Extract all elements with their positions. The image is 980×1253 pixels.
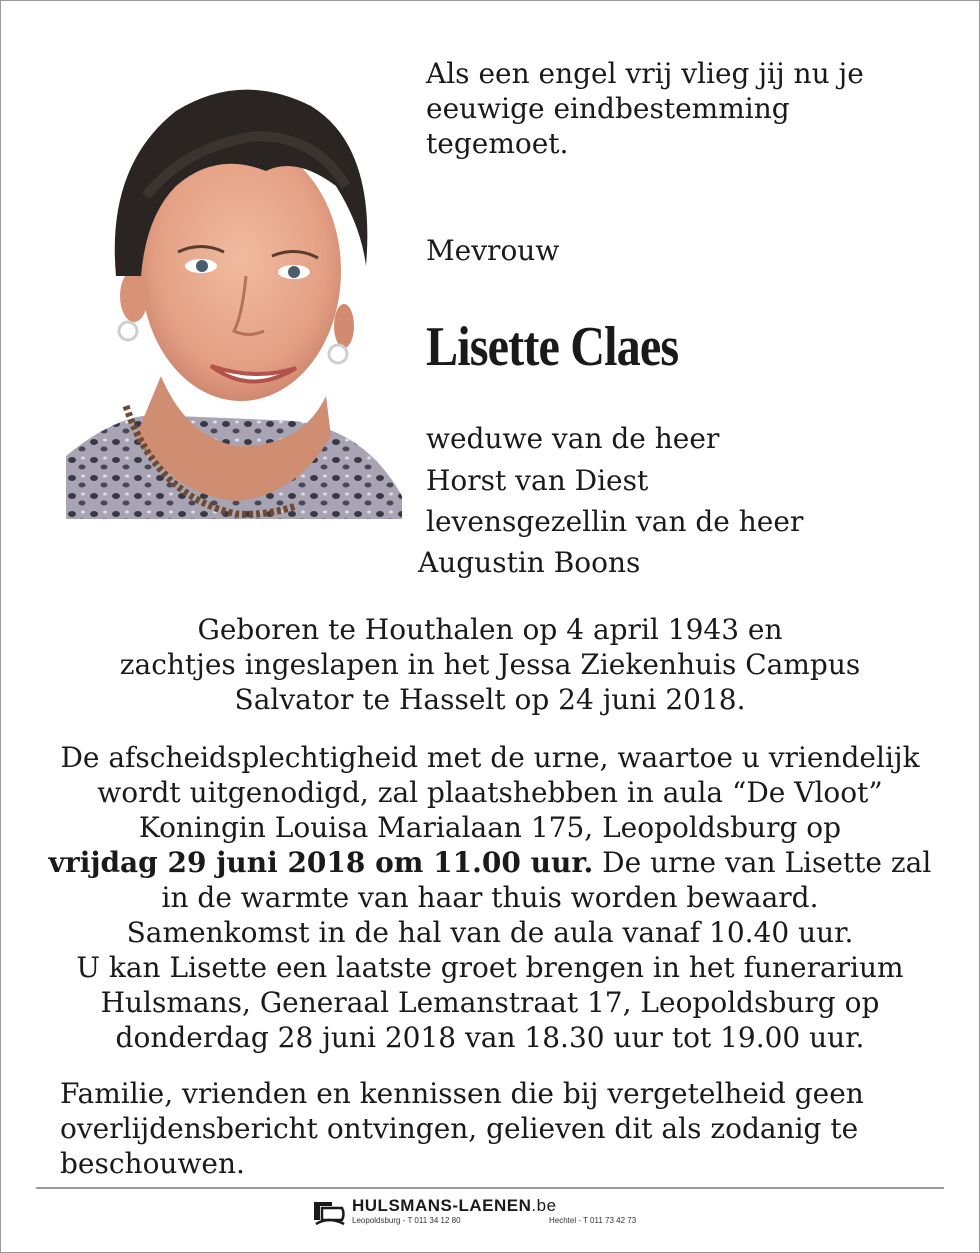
salutation: Mevrouw — [426, 234, 560, 267]
closing-line: Familie, vrienden en kennissen die bij vergetelheid geen — [60, 1077, 864, 1110]
ceremony-line: in de warmte van haar thuis worden bewaard. — [161, 881, 819, 914]
quote-line: tegemoet. — [426, 127, 569, 160]
birth-death-line: Geboren te Houthalen op 4 april 1943 en — [197, 613, 783, 646]
ceremony-paragraph — [40, 740, 940, 1055]
brand-name — [352, 1196, 557, 1216]
birth-death-line: zachtjes ingeslapen in het Jessa Ziekenhuis Campus — [119, 648, 861, 681]
funeral-home-logo — [312, 1196, 672, 1232]
relation-line: Horst van Diest — [426, 464, 649, 497]
birth-death-line: Salvator te Hasselt op 24 juni 2018. — [234, 683, 746, 716]
contact-leopoldsburg: Leopoldsburg - T 011 34 12 80 — [352, 1216, 461, 1225]
ceremony-datetime: vrijdag 29 juni 2018 om 11.00 uur. — [48, 846, 594, 879]
ceremony-line: wordt uitgenodigd, zal plaatshebben in aula “De Vloot” — [97, 776, 883, 809]
deceased-name: Lisette Claes — [426, 316, 679, 378]
portrait-photo — [66, 76, 402, 519]
ceremony-line — [40, 845, 940, 880]
ceremony-line: Koningin Louisa Marialaan 175, Leopoldsburg op — [138, 811, 842, 844]
brand-bold: HULSMANS-LAENEN — [352, 1196, 532, 1215]
contact-hechtel: Hechtel - T 011 73 42 73 — [549, 1216, 637, 1225]
portrait-illustration — [66, 76, 402, 519]
footer-divider — [36, 1187, 944, 1189]
ceremony-line: donderdag 28 juni 2018 van 18.30 uur tot 19.00 uur. — [115, 1021, 865, 1054]
ceremony-line: Samenkomst in de hal van de aula vanaf 10.40 uur. — [126, 916, 854, 949]
closing-line: overlijdensbericht ontvingen, gelieven dit als zodanig te — [60, 1112, 859, 1145]
birth-death-paragraph — [40, 612, 940, 717]
relation-line: Augustin Boons — [418, 546, 641, 579]
relation-line: levensgezellin van de heer — [426, 505, 804, 538]
closing-paragraph — [60, 1076, 940, 1181]
relation-line: weduwe van de heer — [426, 422, 720, 455]
closing-line: beschouwen. — [60, 1147, 245, 1180]
ceremony-line: U kan Lisette een laatste groet brengen in het funerarium — [76, 951, 904, 984]
quote-line: Als een engel vrij vlieg jij nu je — [426, 57, 864, 90]
brand-suffix: .be — [531, 1196, 557, 1215]
ceremony-line: Hulsmans, Generaal Lemanstraat 17, Leopoldsburg op — [100, 986, 880, 1019]
hulsmans-logo-icon — [312, 1198, 346, 1228]
ceremony-urn-text: De urne van Lisette zal — [593, 846, 932, 879]
memorial-quote — [426, 56, 946, 161]
ceremony-line: De afscheidsplechtigheid met de urne, waartoe u vriendelijk — [60, 741, 920, 774]
quote-line: eeuwige eindbestemming — [426, 92, 790, 125]
